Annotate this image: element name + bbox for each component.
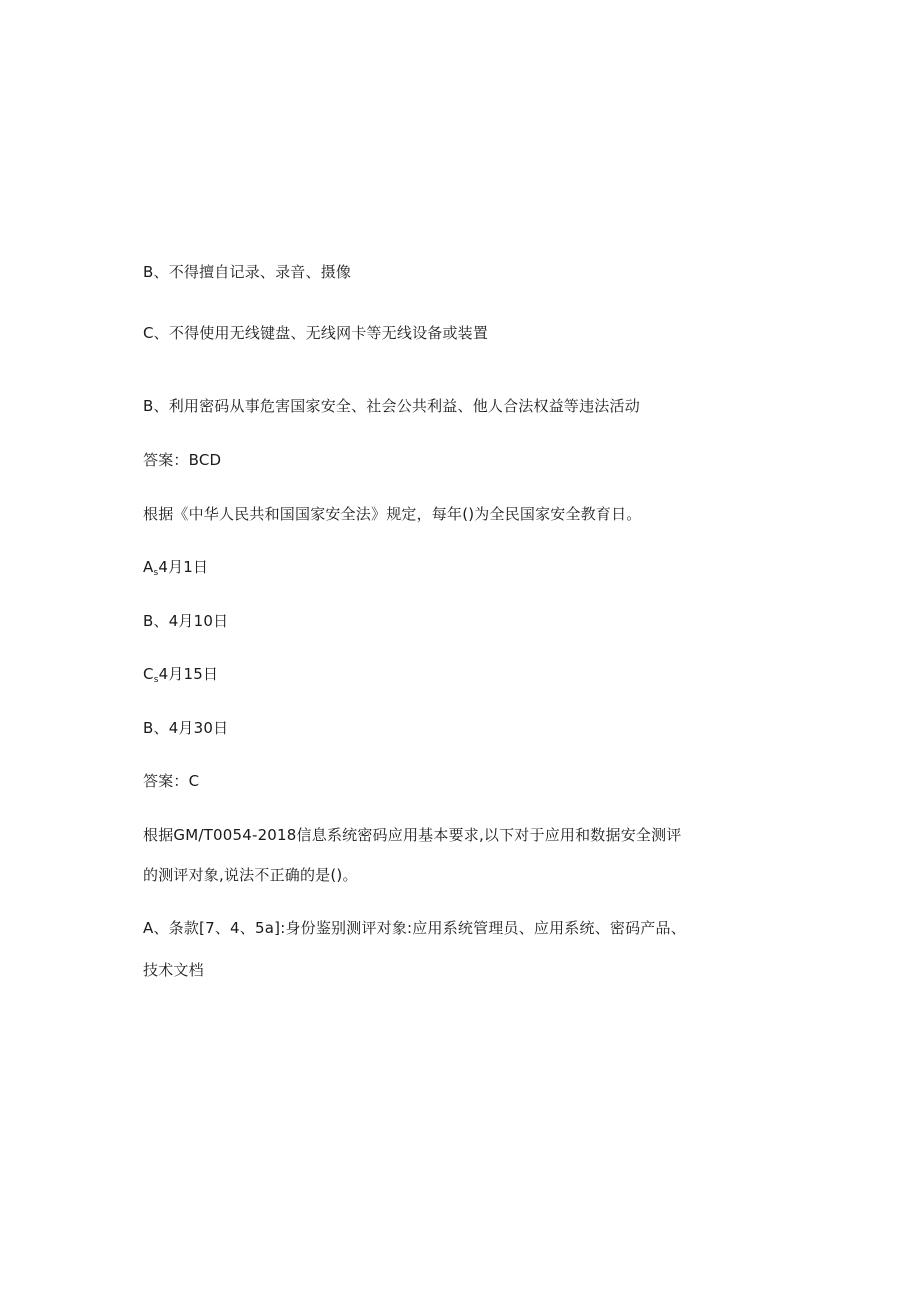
answer-2: 答案：C — [143, 772, 200, 790]
option-a-apr1 — [143, 557, 208, 583]
option-a-text: 4月1日 — [158, 558, 209, 576]
option-c-apr15 — [143, 664, 218, 690]
option-a-letter: A — [143, 558, 154, 576]
option-b-no-recording: B、不得擅自记录、录音、摄像 — [143, 263, 352, 281]
option-a-auth-line-1: A、条款[7、4、5a]:身份鉴别测评对象:应用系统管理员、应用系统、密码产品、 — [143, 919, 686, 937]
option-c-no-wireless: C、不得使用无线键盘、无线网卡等无线设备或装置 — [143, 324, 489, 342]
option-b-apr10: B、4月10日 — [143, 612, 229, 630]
option-c-text: 4月15日 — [158, 665, 219, 683]
option-a-sub: s — [153, 568, 159, 578]
question-3-line-2: 的测评对象,说法不正确的是()。 — [143, 866, 358, 884]
option-b-apr30: B、4月30日 — [143, 719, 229, 737]
question-2: 根据《中华人民共和国国家安全法》规定，每年()为全民国家安全教育日。 — [143, 505, 642, 523]
option-b-illegal-use: B、利用密码从事危害国家安全、社会公共利益、他人合法权益等违法活动 — [143, 397, 640, 415]
answer-1: 答案：BCD — [143, 451, 222, 469]
question-3-line-1: 根据GM/T0054-2018信息系统密码应用基本要求,以下对于应用和数据安全测评 — [143, 826, 682, 844]
option-c-sub: s — [153, 675, 159, 685]
option-a-auth-line-2: 技术文档 — [143, 961, 204, 979]
option-c-letter: C — [143, 665, 154, 683]
